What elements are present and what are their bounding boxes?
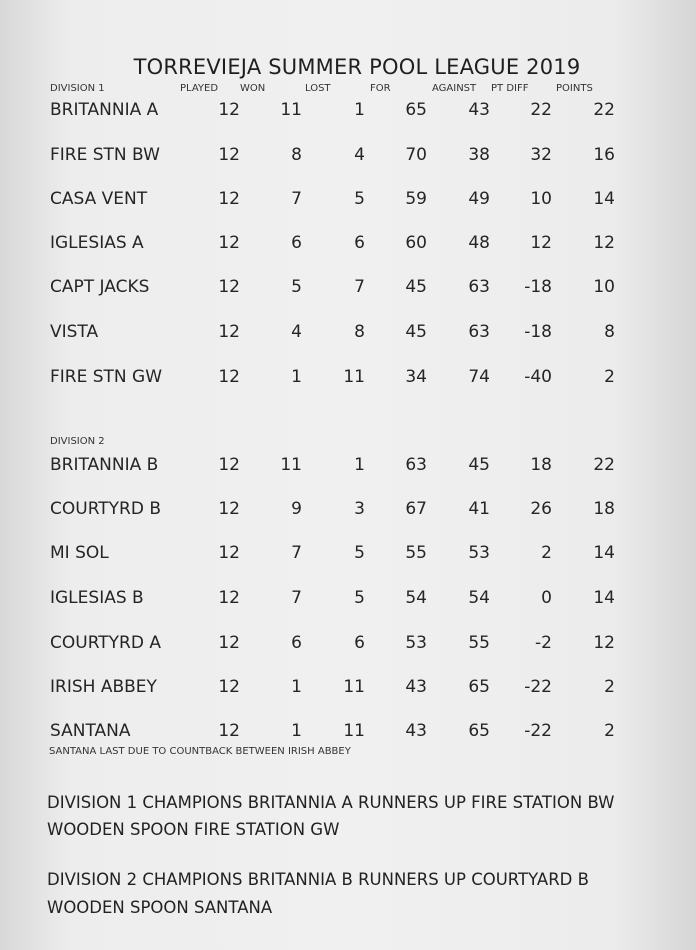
points-value: 18 bbox=[593, 499, 615, 519]
against-value: 54 bbox=[468, 588, 490, 608]
played-value: 12 bbox=[218, 100, 240, 120]
pt-diff-value: -18 bbox=[524, 277, 552, 297]
for-value: 45 bbox=[405, 322, 427, 342]
played-value: 12 bbox=[218, 499, 240, 519]
header-for: FOR bbox=[370, 83, 391, 94]
played-value: 12 bbox=[218, 721, 240, 741]
division-2-label: DIVISION 2 bbox=[50, 436, 105, 447]
played-value: 12 bbox=[218, 455, 240, 475]
played-value: 12 bbox=[218, 233, 240, 253]
against-value: 63 bbox=[468, 322, 490, 342]
division-1-wooden-spoon: WOODEN SPOON FIRE STATION GW bbox=[47, 820, 340, 839]
table-row bbox=[0, 633, 696, 657]
division-1-label: DIVISION 1 bbox=[50, 83, 105, 94]
won-value: 11 bbox=[280, 100, 302, 120]
pt-diff-value: 0 bbox=[541, 588, 552, 608]
against-value: 55 bbox=[468, 633, 490, 653]
for-value: 70 bbox=[405, 145, 427, 165]
pt-diff-value: 10 bbox=[530, 189, 552, 209]
team-name: IGLESIAS B bbox=[50, 588, 144, 608]
lost-value: 6 bbox=[354, 633, 365, 653]
lost-value: 7 bbox=[354, 277, 365, 297]
pt-diff-value: 22 bbox=[530, 100, 552, 120]
for-value: 45 bbox=[405, 277, 427, 297]
table-row bbox=[0, 277, 696, 301]
table-row bbox=[0, 677, 696, 701]
lost-value: 3 bbox=[354, 499, 365, 519]
against-value: 65 bbox=[468, 677, 490, 697]
points-value: 2 bbox=[604, 367, 615, 387]
header-lost: LOST bbox=[305, 83, 331, 94]
for-value: 59 bbox=[405, 189, 427, 209]
points-value: 14 bbox=[593, 588, 615, 608]
page-title: TORREVIEJA SUMMER POOL LEAGUE 2019 bbox=[133, 55, 581, 79]
team-name: VISTA bbox=[50, 322, 99, 342]
against-value: 65 bbox=[468, 721, 490, 741]
won-value: 5 bbox=[291, 277, 302, 297]
lost-value: 11 bbox=[343, 367, 365, 387]
team-name: SANTANA bbox=[50, 721, 131, 741]
for-value: 54 bbox=[405, 588, 427, 608]
for-value: 55 bbox=[405, 543, 427, 563]
played-value: 12 bbox=[218, 189, 240, 209]
points-value: 2 bbox=[604, 721, 615, 741]
against-value: 63 bbox=[468, 277, 490, 297]
points-value: 8 bbox=[604, 322, 615, 342]
played-value: 12 bbox=[218, 277, 240, 297]
against-value: 41 bbox=[468, 499, 490, 519]
team-name: COURTYRD A bbox=[50, 633, 161, 653]
played-value: 12 bbox=[218, 588, 240, 608]
division-2-wooden-spoon: WOODEN SPOON SANTANA bbox=[47, 898, 273, 917]
for-value: 34 bbox=[405, 367, 427, 387]
lost-value: 5 bbox=[354, 189, 365, 209]
team-name: IRISH ABBEY bbox=[50, 677, 157, 697]
lost-value: 11 bbox=[343, 721, 365, 741]
division-2-champions: DIVISION 2 CHAMPIONS BRITANNIA B RUNNERS UP COURTYARD B bbox=[47, 870, 589, 889]
lost-value: 5 bbox=[354, 543, 365, 563]
pt-diff-value: 2 bbox=[541, 543, 552, 563]
for-value: 43 bbox=[405, 721, 427, 741]
team-name: BRITANNIA A bbox=[50, 100, 159, 120]
for-value: 63 bbox=[405, 455, 427, 475]
lost-value: 1 bbox=[354, 455, 365, 475]
won-value: 1 bbox=[291, 721, 302, 741]
for-value: 43 bbox=[405, 677, 427, 697]
against-value: 53 bbox=[468, 543, 490, 563]
points-value: 22 bbox=[593, 455, 615, 475]
pt-diff-value: 18 bbox=[530, 455, 552, 475]
table-row bbox=[0, 455, 696, 479]
against-value: 43 bbox=[468, 100, 490, 120]
table-row bbox=[0, 721, 696, 745]
points-value: 22 bbox=[593, 100, 615, 120]
header-won: WON bbox=[240, 83, 266, 94]
lost-value: 6 bbox=[354, 233, 365, 253]
division-1-champions: DIVISION 1 CHAMPIONS BRITANNIA A RUNNERS UP FIRE STATION BW bbox=[47, 793, 615, 812]
won-value: 7 bbox=[291, 189, 302, 209]
played-value: 12 bbox=[218, 145, 240, 165]
played-value: 12 bbox=[218, 633, 240, 653]
against-value: 45 bbox=[468, 455, 490, 475]
table-row bbox=[0, 189, 696, 213]
pt-diff-value: 26 bbox=[530, 499, 552, 519]
header-played: PLAYED bbox=[180, 83, 219, 94]
won-value: 6 bbox=[291, 233, 302, 253]
for-value: 65 bbox=[405, 100, 427, 120]
team-name: CASA VENT bbox=[50, 189, 148, 209]
team-name: FIRE STN GW bbox=[50, 367, 163, 387]
table-row bbox=[0, 322, 696, 346]
points-value: 12 bbox=[593, 633, 615, 653]
won-value: 9 bbox=[291, 499, 302, 519]
played-value: 12 bbox=[218, 367, 240, 387]
against-value: 49 bbox=[468, 189, 490, 209]
against-value: 74 bbox=[468, 367, 490, 387]
won-value: 8 bbox=[291, 145, 302, 165]
header-against: AGAINST bbox=[432, 83, 477, 94]
won-value: 1 bbox=[291, 367, 302, 387]
points-value: 10 bbox=[593, 277, 615, 297]
team-name: BRITANNIA B bbox=[50, 455, 159, 475]
team-name: IGLESIAS A bbox=[50, 233, 144, 253]
table-row bbox=[0, 100, 696, 124]
won-value: 7 bbox=[291, 588, 302, 608]
table-row bbox=[0, 233, 696, 257]
table-row bbox=[0, 499, 696, 523]
pt-diff-value: 32 bbox=[530, 145, 552, 165]
table-row bbox=[0, 588, 696, 612]
pt-diff-value: -22 bbox=[524, 677, 552, 697]
countback-note: SANTANA LAST DUE TO COUNTBACK BETWEEN IRISH ABBEY bbox=[49, 746, 351, 757]
points-value: 2 bbox=[604, 677, 615, 697]
points-value: 14 bbox=[593, 543, 615, 563]
table-row bbox=[0, 145, 696, 169]
header-pt-diff: PT DIFF bbox=[491, 83, 529, 94]
lost-value: 1 bbox=[354, 100, 365, 120]
pt-diff-value: -2 bbox=[535, 633, 552, 653]
team-name: MI SOL bbox=[50, 543, 109, 563]
won-value: 11 bbox=[280, 455, 302, 475]
lost-value: 5 bbox=[354, 588, 365, 608]
table-row bbox=[0, 367, 696, 391]
header-points: POINTS bbox=[556, 83, 593, 94]
played-value: 12 bbox=[218, 322, 240, 342]
for-value: 67 bbox=[405, 499, 427, 519]
pt-diff-value: 12 bbox=[530, 233, 552, 253]
for-value: 60 bbox=[405, 233, 427, 253]
table-row bbox=[0, 543, 696, 567]
pt-diff-value: -22 bbox=[524, 721, 552, 741]
won-value: 1 bbox=[291, 677, 302, 697]
won-value: 6 bbox=[291, 633, 302, 653]
won-value: 7 bbox=[291, 543, 302, 563]
played-value: 12 bbox=[218, 543, 240, 563]
played-value: 12 bbox=[218, 677, 240, 697]
team-name: CAPT JACKS bbox=[50, 277, 150, 297]
team-name: COURTYRD B bbox=[50, 499, 162, 519]
won-value: 4 bbox=[291, 322, 302, 342]
for-value: 53 bbox=[405, 633, 427, 653]
points-value: 14 bbox=[593, 189, 615, 209]
against-value: 38 bbox=[468, 145, 490, 165]
lost-value: 11 bbox=[343, 677, 365, 697]
points-value: 12 bbox=[593, 233, 615, 253]
points-value: 16 bbox=[593, 145, 615, 165]
team-name: FIRE STN BW bbox=[50, 145, 160, 165]
pt-diff-value: -18 bbox=[524, 322, 552, 342]
against-value: 48 bbox=[468, 233, 490, 253]
lost-value: 4 bbox=[354, 145, 365, 165]
lost-value: 8 bbox=[354, 322, 365, 342]
pt-diff-value: -40 bbox=[524, 367, 552, 387]
